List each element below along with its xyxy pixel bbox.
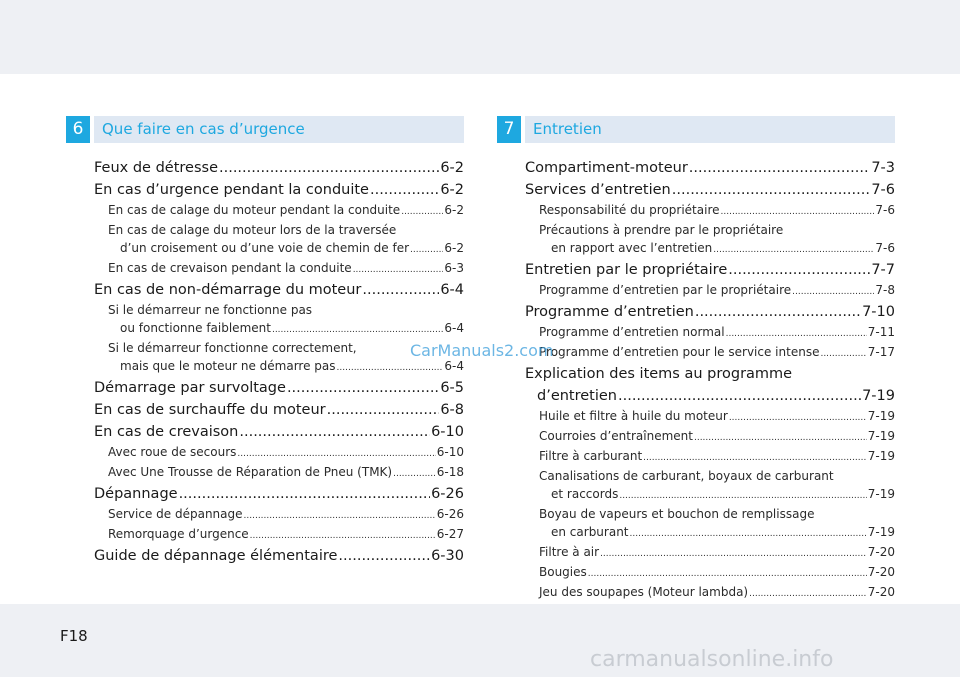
toc-subentry[interactable]: [525, 281, 895, 301]
toc-entry-title: Bougies: [539, 565, 587, 579]
dot-leader: [250, 525, 436, 545]
toc-entry-title: Feux de détresse: [94, 160, 218, 176]
dot-leader: [370, 179, 439, 201]
section-7-title: Entretien: [525, 116, 895, 143]
toc-entry-continued[interactable]: Si le démarreur ne fonctionne pas: [108, 303, 313, 317]
toc-entry-page: 6-4: [440, 282, 464, 298]
section-6-title: Que faire en cas d’urgence: [94, 116, 464, 143]
dot-leader: [729, 407, 867, 427]
section-7-column: [497, 116, 895, 603]
dot-leader: [792, 281, 874, 301]
toc-subentry[interactable]: [525, 343, 895, 363]
toc-entry-title: Compartiment-moteur: [525, 160, 688, 176]
toc-entry[interactable]: [94, 399, 464, 421]
toc-entry-continued[interactable]: Canalisations de carburant, boyaux de carburant: [539, 469, 834, 483]
toc-entry-page: 6-2: [440, 160, 464, 176]
toc-entry-continued[interactable]: Si le démarreur fonctionne correctement,: [108, 341, 357, 355]
toc-entry-page: 7-6: [875, 203, 895, 217]
toc-entry-title: ou fonctionne faiblement: [120, 321, 271, 335]
toc-subentry[interactable]: [525, 201, 895, 221]
toc-entry[interactable]: [525, 385, 895, 407]
toc-entry-page: 7-17: [867, 345, 895, 359]
toc-subentry[interactable]: [525, 563, 895, 583]
toc-subentry[interactable]: [525, 239, 895, 259]
toc-subentry[interactable]: [94, 239, 464, 259]
toc-entry-page: 7-8: [875, 283, 895, 297]
toc-entry-page: 7-19: [867, 525, 895, 539]
toc-entry[interactable]: [525, 179, 895, 201]
toc-entry-page: 7-6: [875, 241, 895, 255]
dot-leader: [600, 543, 867, 563]
toc-entry-page: 6-27: [436, 527, 464, 541]
dot-leader: [726, 323, 867, 343]
toc-entry-page: 6-2: [444, 241, 464, 255]
toc-entry-title: Dépannage: [94, 486, 178, 502]
toc-entry-page: 7-19: [867, 409, 895, 423]
toc-entry-page: 7-19: [867, 449, 895, 463]
toc-entry-page: 7-19: [862, 388, 895, 404]
toc-entry-title: Démarrage par survoltage: [94, 380, 286, 396]
toc-subentry[interactable]: [525, 323, 895, 343]
toc-entry-title: Guide de dépannage élémentaire: [94, 548, 338, 564]
dot-leader: [393, 463, 436, 483]
dot-leader: [237, 443, 435, 463]
toc-entry-title: Huile et filtre à huile du moteur: [539, 409, 728, 423]
page-number: F18: [60, 627, 88, 645]
toc-entry-continued[interactable]: Boyau de vapeurs et bouchon de remplissage: [539, 507, 815, 521]
dot-leader: [713, 239, 874, 259]
toc-subentry[interactable]: [525, 543, 895, 563]
toc-entry-title: Filtre à carburant: [539, 449, 643, 463]
dot-leader: [287, 377, 439, 399]
toc-entry-page: 6-3: [444, 261, 464, 275]
dot-leader: [327, 399, 440, 421]
top-band: [0, 0, 960, 74]
toc-entry-page: 7-7: [871, 262, 895, 278]
dot-leader: [401, 201, 443, 221]
dot-leader: [353, 259, 444, 279]
dot-leader: [820, 343, 866, 363]
section-7-number: 7: [497, 116, 521, 143]
dot-leader: [179, 483, 431, 505]
toc-entry-page: 7-19: [867, 487, 895, 501]
toc-entry-title: En cas de crevaison pendant la conduite: [108, 261, 352, 275]
toc-entry-title: Programme d’entretien normal: [539, 325, 725, 339]
toc-entry-page: 6-18: [436, 465, 464, 479]
toc-entry-title: Remorquage d’urgence: [108, 527, 249, 541]
toc-subentry[interactable]: [525, 523, 895, 543]
dot-leader: [630, 523, 867, 543]
dot-leader: [337, 357, 444, 377]
toc-entry-page: 7-3: [871, 160, 895, 176]
toc-entry-page: 7-6: [871, 182, 895, 198]
toc-entry[interactable]: [94, 157, 464, 179]
toc-subentry[interactable]: [525, 427, 895, 447]
dot-leader: [619, 485, 866, 505]
toc-entry-title: Service de dépannage: [108, 507, 243, 521]
toc-entry-page: 7-11: [867, 325, 895, 339]
toc-entry-title: En cas de crevaison: [94, 424, 239, 440]
dot-leader: [410, 239, 443, 259]
toc-entry-title: et raccords: [551, 487, 619, 501]
dot-leader: [728, 259, 870, 281]
dot-leader: [643, 447, 867, 467]
toc-subentry[interactable]: [94, 201, 464, 221]
toc-entry-page: 7-10: [862, 304, 895, 320]
toc-entry-title: Programme d’entretien pour le service intense: [539, 345, 820, 359]
toc-entry-title: Avec Une Trousse de Réparation de Pneu (TMK): [108, 465, 393, 479]
watermark-bottom: carmanualsonline.info: [590, 647, 834, 672]
toc-subentry[interactable]: [94, 443, 464, 463]
toc-entry-page: 7-20: [867, 585, 895, 599]
toc-entry-title: d’entretien: [537, 388, 617, 404]
toc-entry-title: en rapport avec l’entretien: [551, 241, 713, 255]
toc-subentry[interactable]: [94, 259, 464, 279]
toc-entry-page: 6-4: [444, 359, 464, 373]
dot-leader: [338, 545, 430, 567]
toc-entry-title: En cas de calage du moteur pendant la conduite: [108, 203, 401, 217]
toc-entry-title: Programme d’entretien par le propriétaire: [539, 283, 792, 297]
toc-subentry[interactable]: [525, 407, 895, 427]
toc-entry-page: 6-10: [436, 445, 464, 459]
toc-entry[interactable]: [94, 545, 464, 567]
toc-entry-title: En cas d’urgence pendant la conduite: [94, 182, 369, 198]
section-6-number: 6: [66, 116, 90, 143]
toc-entry-page: 6-30: [431, 548, 464, 564]
toc-entry[interactable]: [525, 301, 895, 323]
toc-subentry[interactable]: [525, 447, 895, 467]
toc-entry-page: 7-20: [867, 545, 895, 559]
dot-leader: [672, 179, 871, 201]
toc-subentry[interactable]: [525, 583, 895, 603]
section-6-toc: [94, 157, 464, 567]
toc-entry-title: d’un croisement ou d’une voie de chemin de fer: [120, 241, 410, 255]
toc-entry-page: 6-10: [431, 424, 464, 440]
toc-entry[interactable]: [525, 259, 895, 281]
toc-entry-title: Responsabilité du propriétaire: [539, 203, 720, 217]
toc-entry-title: en carburant: [551, 525, 629, 539]
toc-entry-continued[interactable]: En cas de calage du moteur lors de la traversée: [108, 223, 397, 237]
toc-entry-continued[interactable]: Précautions à prendre par le propriétaire: [539, 223, 784, 237]
toc-entry-page: 6-2: [440, 182, 464, 198]
toc-subentry[interactable]: [94, 463, 464, 483]
toc-entry-title: mais que le moteur ne démarre pas: [120, 359, 336, 373]
toc-entry-title: Courroies d’entraînement: [539, 429, 693, 443]
toc-entry-title: Programme d’entretien: [525, 304, 694, 320]
toc-entry-title: Services d’entretien: [525, 182, 671, 198]
toc-entry[interactable]: [94, 279, 464, 301]
dot-leader: [694, 427, 867, 447]
dot-leader: [219, 157, 439, 179]
dot-leader: [588, 563, 867, 583]
section-6-column: [66, 116, 464, 567]
section-7-header: [497, 116, 895, 143]
toc-entry-page: 6-26: [431, 486, 464, 502]
toc-entry[interactable]: [525, 157, 895, 179]
toc-subentry[interactable]: [94, 525, 464, 545]
toc-subentry[interactable]: [94, 505, 464, 525]
toc-subentry[interactable]: [525, 485, 895, 505]
toc-entry-page: 6-5: [440, 380, 464, 396]
watermark: CarManuals2.com: [410, 341, 554, 360]
toc-entry[interactable]: [94, 421, 464, 443]
section-6-header: [66, 116, 464, 143]
dot-leader: [721, 201, 875, 221]
dot-leader: [695, 301, 861, 323]
dot-leader: [239, 421, 430, 443]
toc-entry-page: 7-20: [867, 565, 895, 579]
toc-entry-page: 6-4: [444, 321, 464, 335]
toc-entry-page: 7-19: [867, 429, 895, 443]
toc-entry-title: Entretien par le propriétaire: [525, 262, 728, 278]
toc-entry[interactable]: [94, 179, 464, 201]
toc-entry-page: 6-26: [436, 507, 464, 521]
dot-leader: [362, 279, 439, 301]
toc-entry-title: En cas de non-démarrage du moteur: [94, 282, 362, 298]
section-7-toc: [525, 157, 895, 603]
toc-entry[interactable]: [94, 377, 464, 399]
toc-subentry[interactable]: [94, 319, 464, 339]
toc-entry-continued[interactable]: Explication des items au programme: [525, 366, 793, 382]
toc-entry-title: Filtre à air: [539, 545, 600, 559]
dot-leader: [618, 385, 861, 407]
dot-leader: [689, 157, 871, 179]
toc-subentry[interactable]: [94, 357, 464, 377]
toc-entry-page: 6-2: [444, 203, 464, 217]
dot-leader: [244, 505, 436, 525]
toc-entry-title: En cas de surchauffe du moteur: [94, 402, 326, 418]
toc-entry[interactable]: [94, 483, 464, 505]
toc-entry-title: Avec roue de secours: [108, 445, 237, 459]
dot-leader: [272, 319, 443, 339]
toc-entry-title: Jeu des soupapes (Moteur lambda): [539, 585, 749, 599]
dot-leader: [749, 583, 867, 603]
toc-entry-page: 6-8: [440, 402, 464, 418]
